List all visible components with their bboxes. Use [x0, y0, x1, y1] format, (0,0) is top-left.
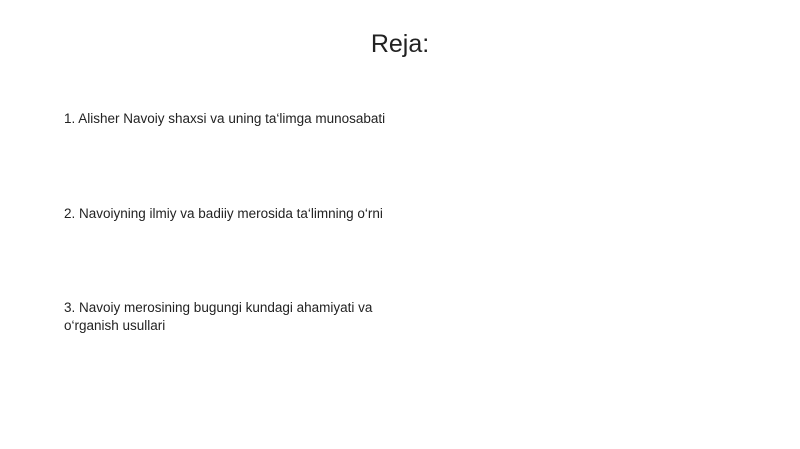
- plan-item-1: 1. Alisher Navoiy shaxsi va uning ta‘limga munosabati: [64, 111, 386, 126]
- slide-title: Reja:: [370, 30, 430, 58]
- plan-item-2: 2. Navoiyning ilmiy va badiiy merosida ta‘limning o‘rni: [64, 206, 383, 221]
- plan-item-3: 3. Navoiy merosining bugungi kundagi ahamiyati va o‘rganish usullari: [64, 300, 373, 333]
